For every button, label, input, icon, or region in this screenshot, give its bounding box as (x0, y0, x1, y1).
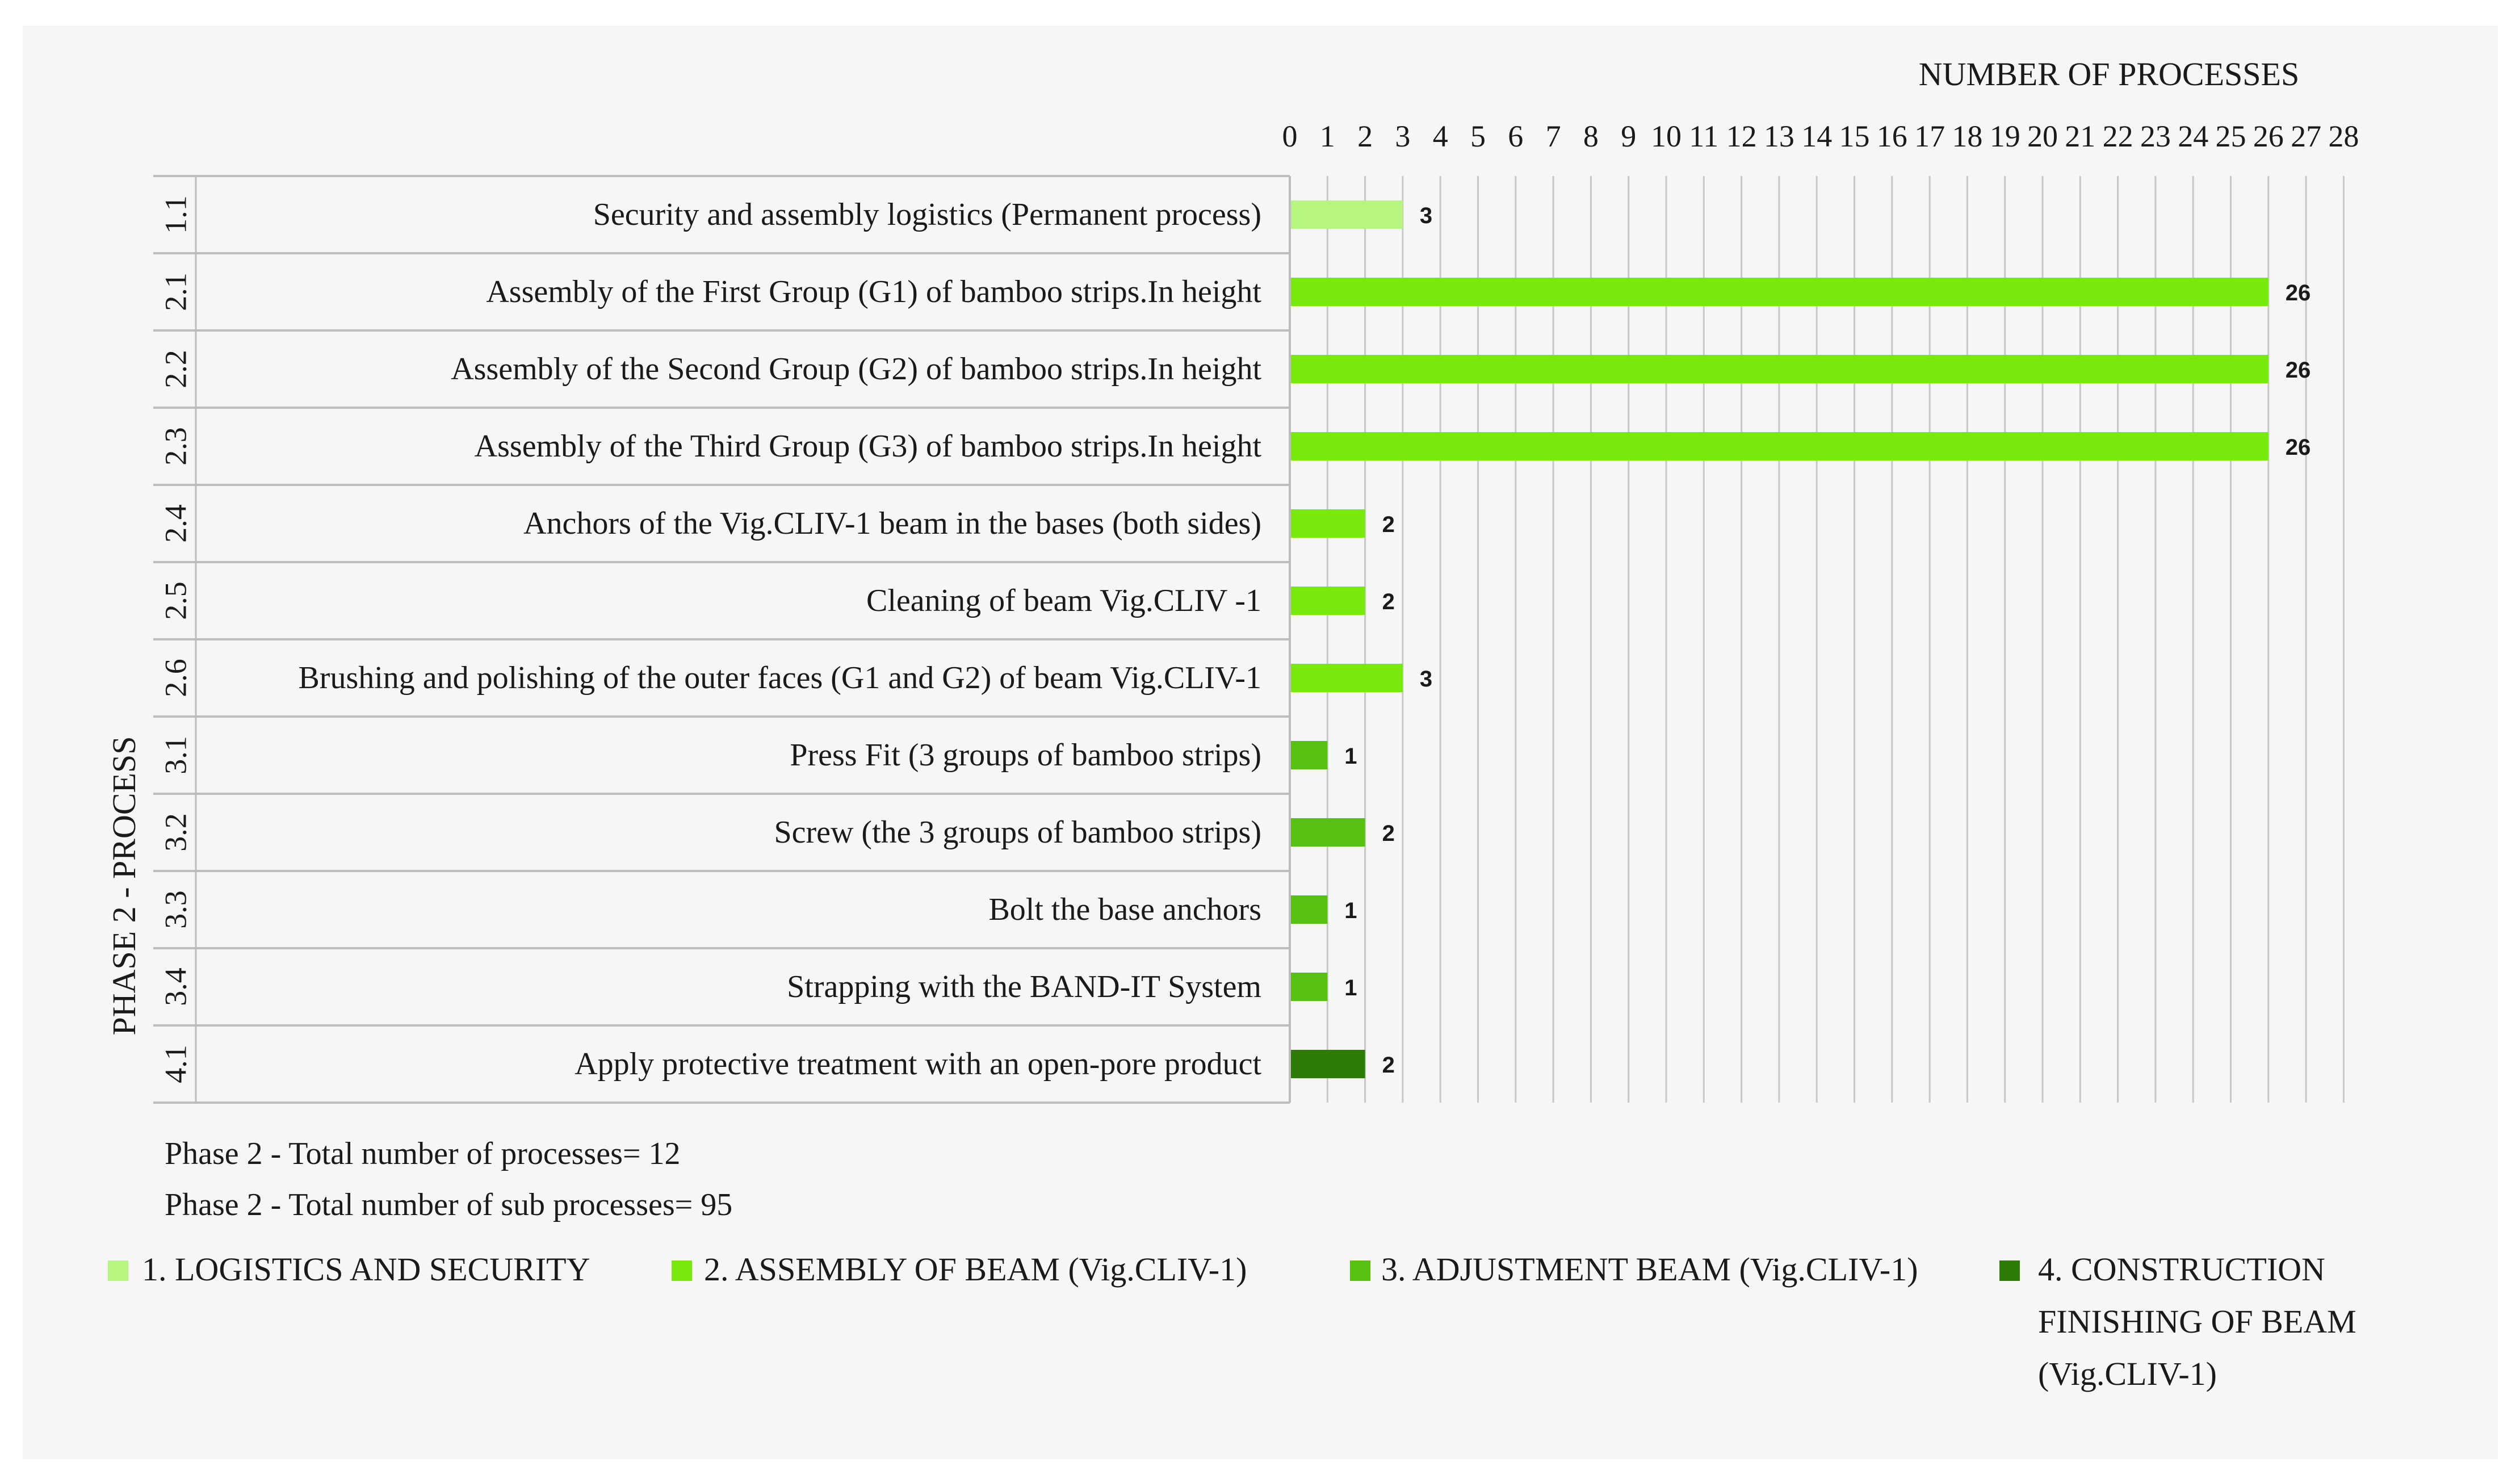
x-tick-label-4: 4 (1432, 119, 1448, 153)
x-tick-label-5: 5 (1470, 119, 1486, 153)
value-label-2.5: 2 (1382, 589, 1395, 614)
x-tick-label-12: 12 (1726, 119, 1757, 153)
legend-swatch-3 (1350, 1260, 1370, 1281)
bar-3.4 (1291, 973, 1327, 1001)
note-total-subprocesses: Phase 2 - Total number of sub processes= 95 (165, 1187, 733, 1222)
row-label-3.1: Press Fit (3 groups of bamboo strips) (790, 738, 1261, 773)
x-tick-label-7: 7 (1545, 119, 1561, 153)
row-code-3.1: 3.1 (158, 736, 193, 774)
x-tick-label-27: 27 (2291, 119, 2322, 153)
legend-label-3: 3. ADJUSTMENT BEAM (Vig.CLIV-1) (1381, 1251, 1918, 1288)
row-code-2.6: 2.6 (158, 659, 193, 697)
x-tick-label-8: 8 (1583, 119, 1599, 153)
legend (108, 1251, 2357, 1392)
value-label-4.1: 2 (1382, 1053, 1395, 1078)
bar-2.1 (1291, 278, 2269, 306)
legend-swatch-1 (108, 1260, 128, 1281)
note-total-processes: Phase 2 - Total number of processes= 12 (165, 1136, 681, 1171)
x-axis-title: NUMBER OF PROCESSES (1918, 56, 2300, 93)
x-tick-label-15: 15 (1839, 119, 1870, 153)
x-tick-label-13: 13 (1763, 119, 1794, 153)
bar-3.1 (1291, 741, 1327, 769)
legend-swatch-2 (672, 1260, 692, 1281)
row-label-3.2: Screw (the 3 groups of bamboo strips) (774, 815, 1261, 850)
x-tick-label-26: 26 (2253, 119, 2284, 153)
row-code-3.4: 3.4 (158, 968, 193, 1006)
value-label-3.4: 1 (1344, 975, 1357, 1000)
x-tick-label-1: 1 (1319, 119, 1335, 153)
row-code-2.1: 2.1 (158, 273, 193, 311)
process-table (153, 176, 1290, 1103)
x-tick-label-17: 17 (1914, 119, 1945, 153)
bar-2.5 (1291, 587, 1365, 615)
row-label-2.3: Assembly of the Third Group (G3) of bamboo strips.In height (474, 429, 1261, 464)
value-label-2.2: 26 (2285, 358, 2311, 383)
row-code-1.1: 1.1 (158, 195, 193, 234)
x-tick-label-14: 14 (1801, 119, 1833, 153)
x-tick-label-22: 22 (2102, 119, 2133, 153)
value-label-3.3: 1 (1344, 898, 1357, 923)
row-code-4.1: 4.1 (158, 1045, 193, 1083)
x-tick-label-3: 3 (1395, 119, 1411, 153)
row-code-2.2: 2.2 (158, 350, 193, 388)
row-label-2.4: Anchors of the Vig.CLIV-1 beam in the bases (both sides) (523, 506, 1261, 541)
legend-swatch-4 (1999, 1260, 2020, 1281)
bar-2.6 (1291, 664, 1403, 692)
row-code-2.5: 2.5 (158, 581, 193, 620)
x-tick-label-6: 6 (1508, 119, 1524, 153)
value-label-2.1: 26 (2285, 280, 2311, 305)
bar-2.3 (1291, 432, 2269, 460)
legend-label-4: 4. CONSTRUCTION FINISHING OF BEAM (Vig.CLIV-1) (2038, 1251, 2357, 1392)
legend-label-2: 2. ASSEMBLY OF BEAM (Vig.CLIV-1) (704, 1251, 1247, 1288)
value-label-2.3: 26 (2285, 435, 2311, 460)
x-tick-label-21: 21 (2065, 119, 2096, 153)
row-label-3.4: Strapping with the BAND-IT System (787, 969, 1261, 1004)
x-tick-label-10: 10 (1651, 119, 1682, 153)
bar-2.4 (1291, 509, 1365, 538)
value-label-3.1: 1 (1344, 744, 1357, 769)
x-tick-label-11: 11 (1689, 119, 1719, 153)
x-tick-label-16: 16 (1876, 119, 1907, 153)
bar-4.1 (1291, 1050, 1365, 1078)
value-label-3.2: 2 (1382, 821, 1395, 846)
x-tick-label-0: 0 (1282, 119, 1298, 153)
row-label-3.3: Bolt the base anchors (988, 892, 1261, 927)
row-label-4.1: Apply protective treatment with an open-pore product (575, 1046, 1261, 1082)
x-tick-label-2: 2 (1357, 119, 1373, 153)
row-label-2.5: Cleaning of beam Vig.CLIV -1 (866, 583, 1261, 618)
x-tick-label-19: 19 (1989, 119, 2020, 153)
row-label-2.1: Assembly of the First Group (G1) of bamboo strips.In height (486, 274, 1261, 309)
row-code-2.4: 2.4 (158, 504, 193, 543)
row-code-3.3: 3.3 (158, 890, 193, 929)
x-tick-label-28: 28 (2328, 119, 2359, 153)
row-label-1.1: Security and assembly logistics (Permanent process) (593, 197, 1261, 232)
value-label-2.6: 3 (1419, 667, 1433, 692)
row-label-2.2: Assembly of the Second Group (G2) of bamboo strips.In height (451, 351, 1261, 387)
x-tick-label-20: 20 (2027, 119, 2058, 153)
row-code-3.2: 3.2 (158, 813, 193, 852)
bar-3.2 (1291, 818, 1365, 847)
row-label-2.6: Brushing and polishing of the outer faces (G1 and G2) of beam Vig.CLIV-1 (298, 660, 1261, 696)
bar-1.1 (1291, 200, 1403, 229)
x-tick-label-9: 9 (1621, 119, 1637, 153)
legend-label-1: 1. LOGISTICS AND SECURITY (142, 1251, 590, 1288)
bar-2.2 (1291, 355, 2269, 383)
grid-lines (1290, 176, 2343, 1103)
x-tick-label-24: 24 (2178, 119, 2209, 153)
x-tick-label-25: 25 (2215, 119, 2246, 153)
value-label-2.4: 2 (1382, 512, 1395, 537)
y-axis-title: PHASE 2 - PROCESS (106, 736, 142, 1036)
value-label-1.1: 3 (1419, 203, 1433, 228)
row-code-2.3: 2.3 (158, 427, 193, 466)
x-tick-label-23: 23 (2140, 119, 2171, 153)
bar-3.3 (1291, 895, 1327, 924)
x-tick-label-18: 18 (1952, 119, 1983, 153)
